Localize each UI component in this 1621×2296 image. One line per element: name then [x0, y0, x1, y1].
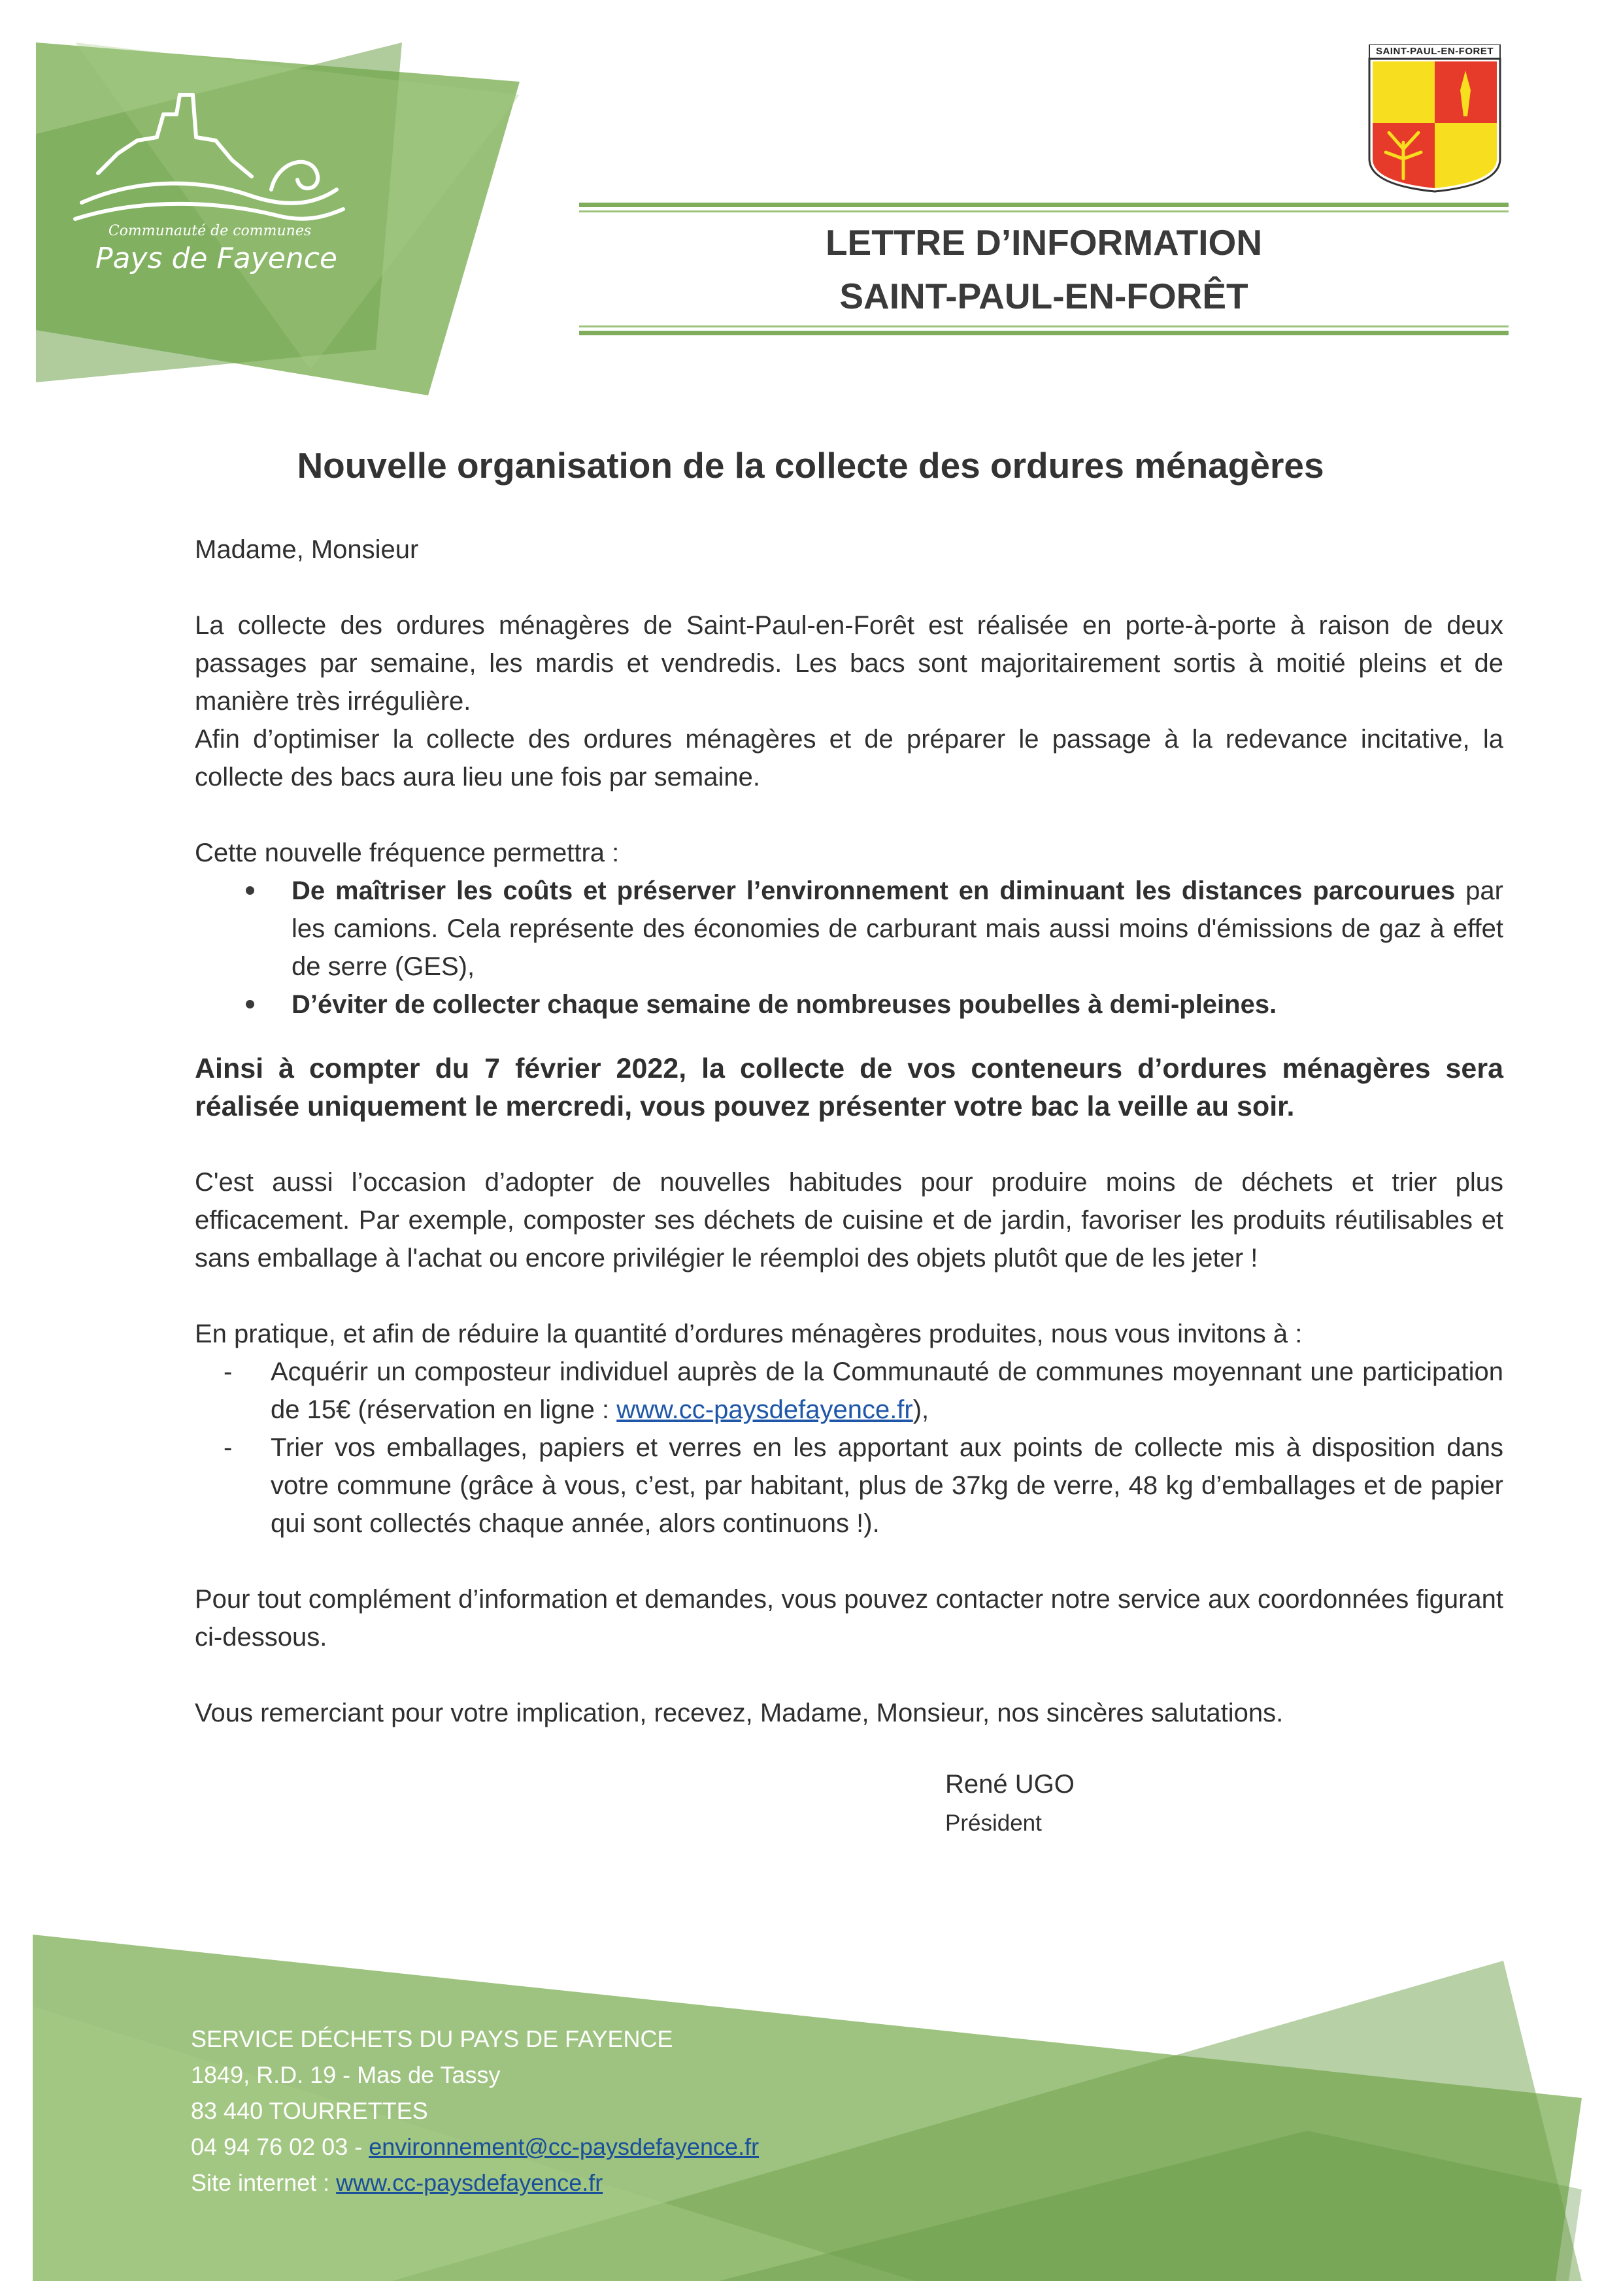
bullet-icon — [246, 886, 254, 895]
footer-website — [191, 2165, 603, 2201]
coat-of-arms-label: SAINT-PAUL-EN-FORET — [1375, 46, 1494, 57]
action-1-end: ), — [912, 1395, 929, 1424]
dash-icon: - — [224, 1357, 233, 1386]
dash-icon: - — [224, 1433, 233, 1462]
paragraph-contact: Pour tout complément d’information et demandes, vous pouvez contacter notre service aux coordonnées figurant ci-dessous. — [195, 1585, 1503, 1652]
list-item — [195, 1429, 1503, 1542]
action-1-text: Acquérir un composteur individuel auprès de la Communauté de communes moyennant une participation de 15€ (réservation en ligne : — [271, 1357, 1503, 1424]
website-link[interactable]: www.cc-paysdefayence.fr — [616, 1395, 913, 1424]
letter-title-line2: SAINT-PAUL-EN-FORÊT — [839, 276, 1248, 316]
footer-contact — [191, 2129, 759, 2165]
paragraph-current-collection: La collecte des ordures ménagères de Saint-Paul-en-Forêt est réalisée en porte-à-porte à raison de deux passages par semaine, les mardis et vendredis. Les bacs sont majoritairement sortis à moitié pleins et de manière très irrégulière. — [195, 611, 1503, 716]
list-item — [195, 1353, 1503, 1429]
bullet-icon — [246, 1000, 254, 1008]
signature-name: René UGO — [945, 1770, 1075, 1799]
letter-title-line1: LETTRE D’INFORMATION — [825, 222, 1263, 263]
benefits-list — [195, 872, 1503, 1023]
footer-site-link[interactable]: www.cc-paysdefayence.fr — [336, 2169, 603, 2196]
footer-address-1: 1849, R.D. 19 - Mas de Tassy — [191, 2061, 501, 2088]
footer-site-label: Site internet : — [191, 2169, 337, 2196]
footer-service: SERVICE DÉCHETS DU PAYS DE FAYENCE — [191, 2025, 673, 2052]
salutation: Madame, Monsieur — [195, 535, 419, 564]
coat-of-arms-shield-icon — [1366, 44, 1503, 195]
benefit-2-bold: D’éviter de collecter chaque semaine de nombreuses poubelles à demi-pleines. — [292, 990, 1277, 1019]
logo-title: Pays de Fayence — [95, 242, 337, 275]
logo-green-shapes — [36, 42, 533, 395]
letter-title — [579, 216, 1509, 323]
dash-list-intro: En pratique, et afin de réduire la quantité d’ordures ménagères produites, nous vous invitons à : — [195, 1320, 1303, 1348]
action-2-text: Trier vos emballages, papiers et verres en les apportant aux points de collecte mis à disposition dans votre commune (grâce à vous, c’est, par habitant, plus de 37kg de verre, 48 kg d’emballages et de papier qui sont collectés chaque année, alors continuons !). — [271, 1433, 1503, 1538]
benefit-1-text: par les camions. Cela représente des économies de carburant mais aussi moins d'émissions de gaz à effet de serre (GES), — [292, 876, 1503, 981]
title-band-bottom-line — [579, 331, 1509, 335]
list-intro: Cette nouvelle fréquence permettra : — [195, 839, 620, 867]
title-band-top-line — [579, 203, 1509, 207]
paragraph-habits: C'est aussi l’occasion d’adopter de nouvelles habitudes pour produire moins de déchets et trier plus efficacement. Par exemple, composter ses déchets de cuisine et de jardin, favoriser les produits réutilisables et sans emballage à l'achat ou encore privilégier le réemploi des objets plutôt que de les jeter ! — [195, 1168, 1503, 1273]
page-title: Nouvelle organisation de la collecte des ordures ménagères — [297, 445, 1324, 486]
footer-address-2: 83 440 TOURRETTES — [191, 2097, 428, 2124]
list-item — [195, 872, 1503, 986]
coat-of-arms — [1366, 44, 1503, 195]
signature-role: Président — [945, 1810, 1042, 1836]
closing: Vous remerciant pour votre implication, recevez, Madame, Monsieur, nos sincères salutations. — [195, 1699, 1284, 1727]
announcement: Ainsi à compter du 7 février 2022, la collecte de vos conteneurs d’ordures ménagères sera réalisée uniquement le mercredi, vous pouvez présenter votre bac la veille au soir. — [195, 1053, 1503, 1122]
title-band-bottom-line-thin — [579, 325, 1509, 327]
logo-subtitle: Communauté de communes — [108, 223, 312, 239]
letter-body — [195, 531, 1503, 1732]
actions-list — [195, 1353, 1503, 1542]
list-item — [195, 986, 1503, 1023]
title-band-top-line-thin — [579, 210, 1509, 212]
paragraph-optimisation: Afin d’optimiser la collecte des ordures ménagères et de préparer le passage à la redevance incitative, la collecte des bacs aura lieu une fois par semaine. — [195, 725, 1503, 791]
footer-email-link[interactable]: environnement@cc-paysdefayence.fr — [369, 2133, 760, 2160]
footer-phone: 04 94 76 02 03 - — [191, 2133, 369, 2160]
pays-de-fayence-logo — [36, 42, 533, 395]
benefit-1-bold: De maîtriser les coûts et préserver l’environnement en diminuant les distances parcourues — [292, 876, 1456, 905]
